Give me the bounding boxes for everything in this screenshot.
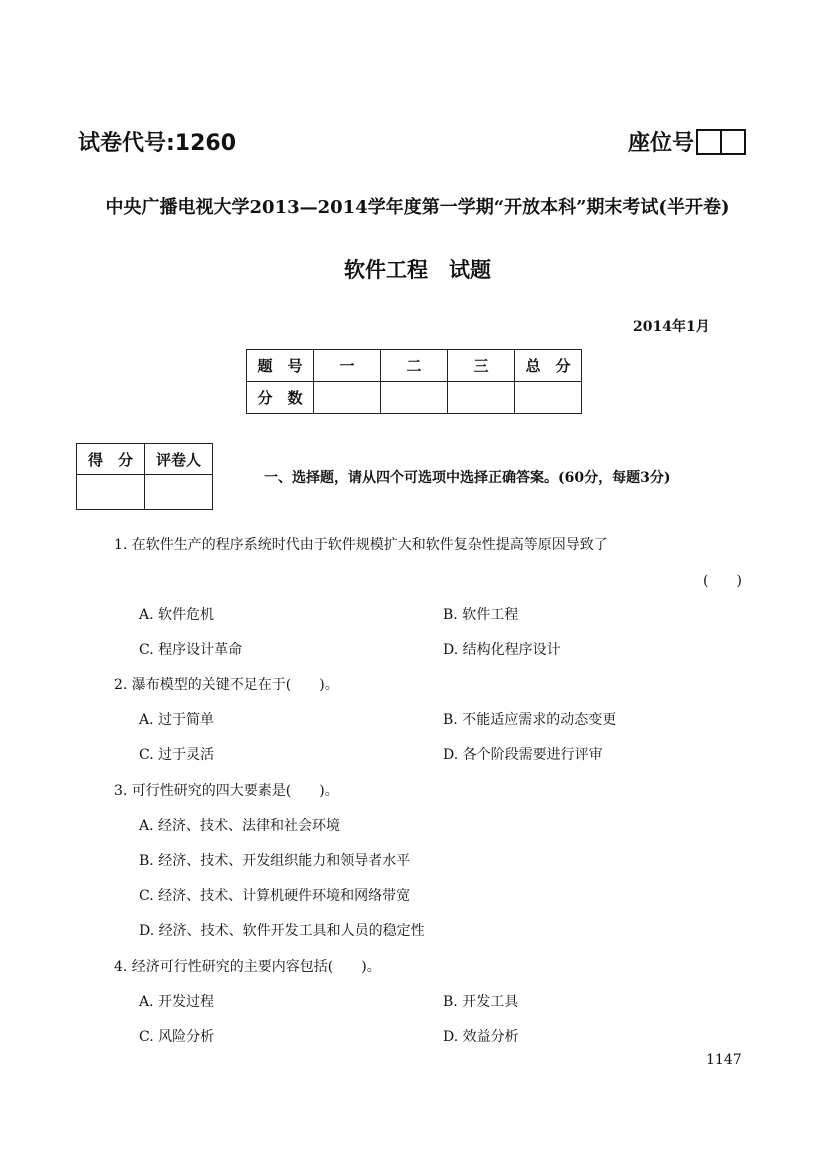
paper-code: 试卷代号:1260 [78,131,237,156]
score-table-row-label: 分 数 [247,382,314,414]
option: D. 经济、技术、软件开发工具和人员的稳定性 [139,923,425,939]
seat-number [628,126,746,157]
option: A. 经济、技术、法律和社会环境 [139,818,341,834]
option: A. 开发过程 [139,994,215,1010]
option: D. 效益分析 [443,1029,519,1045]
seat-label: 座位号 [628,131,695,156]
option: D. 结构化程序设计 [443,642,561,658]
subject-title: 软件工程 试题 [344,258,491,282]
grader-score-cell [77,475,145,510]
section-title: 一、选择题，请从四个可选项中选择正确答案。(60分，每题3分) [264,470,671,486]
score-table-header: 题 号 [247,350,314,382]
score-cell [515,382,582,414]
question-1-answer-paren: ( ) [703,573,742,589]
grader-name-cell [145,475,213,510]
option: B. 不能适应需求的动态变更 [443,712,617,728]
exam-title: 中央广播电视大学2013—2014学年度第一学期“开放本科”期末考试(半开卷) [105,197,730,218]
grader-name-header: 评卷人 [145,444,213,475]
option: B. 开发工具 [443,994,519,1010]
option: B. 经济、技术、开发组织能力和领导者水平 [139,853,411,869]
question-4: 4. 经济可行性研究的主要内容包括( )。 [114,959,381,975]
option: C. 经济、技术、计算机硬件环境和网络带宽 [139,888,411,904]
score-cell [314,382,381,414]
score-table-col: 一 [314,350,381,382]
score-table-col: 二 [381,350,448,382]
option: C. 程序设计革命 [139,642,243,658]
score-table-col: 总 分 [515,350,582,382]
option: D. 各个阶段需要进行评审 [443,747,603,763]
score-table [246,349,582,414]
option: C. 过于灵活 [139,747,215,763]
page-number: 1147 [706,1052,742,1068]
option: B. 软件工程 [443,607,519,623]
grader-score-header: 得 分 [77,444,145,475]
score-cell [381,382,448,414]
option: A. 过于简单 [139,712,215,728]
grader-table [76,443,213,510]
score-table-col: 三 [448,350,515,382]
exam-date: 2014年1月 [633,319,710,335]
option: C. 风险分析 [139,1029,215,1045]
option: A. 软件危机 [139,607,215,623]
question-1: 1. 在软件生产的程序系统时代由于软件规模扩大和软件复杂性提高等原因导致了 [114,537,608,553]
question-2: 2. 瀑布模型的关键不足在于( )。 [114,677,339,693]
score-cell [448,382,515,414]
question-3: 3. 可行性研究的四大要素是( )。 [114,783,339,799]
seat-number-boxes [696,129,746,155]
